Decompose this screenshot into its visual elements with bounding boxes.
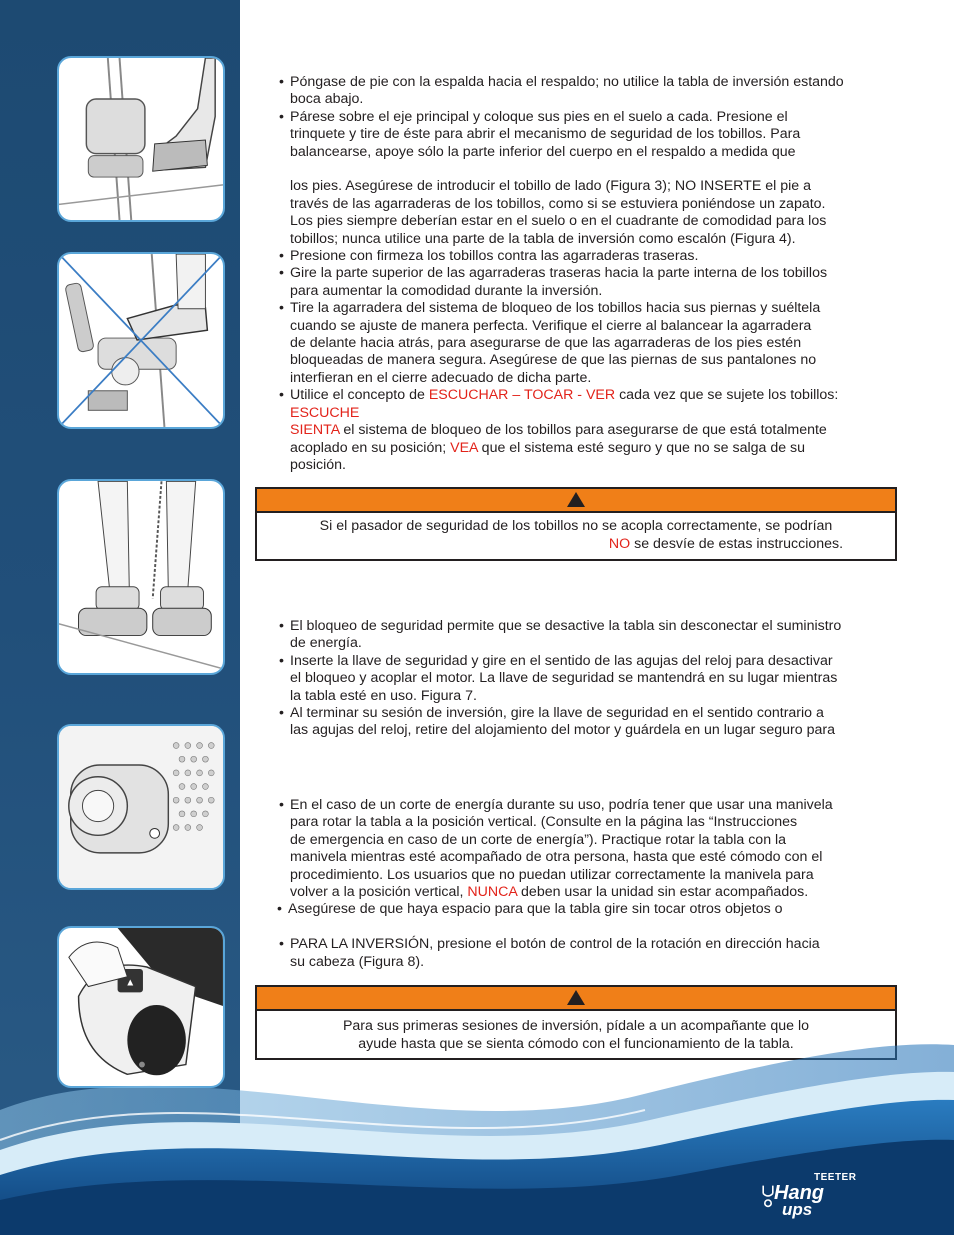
teeter-hang-ups-logo (760, 1172, 860, 1230)
list-item (279, 936, 904, 971)
bullet-text: PARA LA INVERSIÓN, presione el botón de control de la rotación en dirección hacia (290, 936, 820, 953)
bullet-text: El bloqueo de seguridad permite que se desactive la tabla sin desconectar el suministro (290, 618, 842, 634)
bullet-text: Tire la agarradera del sistema de bloqueo de los tobillos hacia sus piernas y suéltela (290, 300, 821, 317)
bullet-text: Inserte la llave de seguridad y gire en el sentido de las agujas del reloj para desactivar (290, 652, 833, 669)
bullet-text-cont: el bloqueo y acoplar el motor. La llave de seguridad se mantendrá en su lugar mientras (290, 670, 838, 687)
list-item (279, 387, 904, 474)
bullet-text-cont: de emergencia en caso de un corte de energía”). Practique rotar la tabla con la (290, 831, 787, 848)
figure-incorrect-step (57, 252, 225, 429)
bullet-text-cont: trinquete y tire de éste para abrir el mecanismo de seguridad de los tobillos. Para (290, 126, 801, 143)
bullet-text-cont: las agujas del reloj, retire del alojamiento del motor y guárdela en un lugar seguro para (290, 722, 835, 739)
list-item (279, 109, 904, 161)
svg-text:▲: ▲ (127, 977, 134, 987)
list-item (279, 653, 904, 705)
bullet: • (279, 936, 284, 953)
warning-triangle-icon (567, 492, 585, 507)
bullet: • (279, 248, 284, 265)
warning-line: Si el pasador de seguridad de los tobillos no se acopla correctamente, se podrían (319, 518, 833, 534)
bullet-text: Al terminar su sesión de inversión, gire la llave de seguridad en el sentido contrario a (290, 705, 824, 722)
figure-incorrect-step-drawing (59, 254, 223, 427)
logo-teeter: TEETER (814, 1172, 857, 1183)
bullet-text-cont: bloqueadas de manera segura. Asegúrese de que las piernas de sus pantalones no (290, 352, 817, 369)
bullet: • (279, 74, 284, 90)
figure-ankle-locked (57, 479, 225, 675)
warning-box-ankle (255, 487, 897, 561)
warning-line: ayude hasta que se sienta cómodo con el funcionamiento de la tabla. (358, 1036, 794, 1052)
bullet-text-cont: posición. (290, 456, 346, 473)
listen-label: ESCUCHE (290, 404, 360, 421)
bullet: • (279, 618, 284, 634)
bullet: • (277, 901, 282, 918)
bullet-text: Utilice el concepto de (290, 387, 429, 404)
list-item (279, 248, 904, 265)
bullet: • (279, 387, 284, 404)
bullet-text: Párese sobre el eje principal y coloque sus pies en el suelo a cada. Presione el (290, 108, 788, 125)
figure-ankle-entry-drawing (59, 58, 223, 220)
bullet: • (279, 108, 284, 125)
figure-ankle-entry (57, 56, 225, 222)
bullet-text-cont: deben usar la unidad sin estar acompañados. (517, 884, 809, 901)
bullet-text-cont: de delante hacia atrás, para asegurarse de que las agarraderas de los pies estén (290, 335, 802, 352)
bullet-text: Asegúrese de que haya espacio para que la tabla gire sin tocar otros objetos o (288, 901, 783, 918)
warning-text (257, 513, 895, 557)
bullet: • (279, 265, 284, 282)
bullet-text-cont: su cabeza (Figura 8). (290, 953, 425, 970)
section-safety-lock (279, 618, 904, 740)
paragraph-feet (279, 178, 904, 248)
bullet-text-cont: cuando se ajuste de manera perfecta. Verifique el cierre al balancear la agarradera (290, 317, 812, 334)
bullet-text-cont: procedimiento. Los usuarios que no puedan utilizar correctamente la manivela para (290, 866, 814, 883)
warning-line: se desvíe de estas instrucciones. (630, 536, 844, 552)
warning-line: Para sus primeras sesiones de inversión, pídale a un acompañante que lo (342, 1018, 810, 1034)
bullet-text-cont: boca abajo. (290, 91, 364, 108)
bullet-text-cont: que el sistema esté seguro y que no se salga de su (477, 439, 806, 456)
feel-text: el sistema de bloqueo de los tobillos para asegurarse de que está totalmente (339, 422, 827, 439)
warning-header (257, 489, 895, 513)
logo-figure-icon (760, 1184, 776, 1208)
bullet: • (279, 705, 284, 722)
list-item (279, 618, 904, 653)
bullet-text-cont: la tabla esté en uso. Figura 7. (290, 687, 477, 704)
figure-ankle-locked-drawing (59, 481, 223, 673)
bullet-text-cont: interfieran en el cierre adecuado de dicha parte. (290, 369, 592, 386)
paragraph-line: través de las agarraderas de los tobillos, como si se estuviera poniéndose un zapato. (290, 195, 826, 212)
bullet-text-cont: balancearse, apoye sólo la parte inferior del cuerpo en el respaldo a medida que (290, 143, 796, 160)
paragraph-line: tobillos; nunca utilice una parte de la tabla de inversión como escalón (Figura 4). (290, 230, 796, 247)
bullet: • (279, 797, 284, 813)
paragraph-line: Los pies siempre deberían estar en el suelo o en el cuadrante de comodidad para los (290, 213, 827, 230)
section-ankle-instructions (279, 74, 904, 474)
logo-hang: Hang (774, 1182, 824, 1204)
bullet-text-cont: acoplado en su posición; (290, 439, 451, 456)
section-power-outage (279, 797, 904, 971)
list-item (279, 300, 904, 387)
warning-no: NO (608, 536, 631, 552)
logo-ups: ups (782, 1200, 813, 1219)
bullet-text-cont: de energía. (290, 635, 362, 652)
bullet-text: En el caso de un corte de energía durante su uso, podría tener que usar una manivela (290, 797, 833, 813)
bullet-text-cont: volver a la posición vertical, (290, 884, 468, 901)
list-item (279, 265, 904, 300)
figure-safety-lock-drawing (59, 726, 223, 888)
list-item (279, 74, 904, 109)
bullet: • (279, 652, 284, 669)
bullet-text: Gire la parte superior de las agarraderas traseras hacia la parte interna de los tobillos (290, 265, 828, 282)
never-label: NUNCA (467, 884, 518, 901)
see-label: VEA (450, 439, 478, 456)
bullet-text: Póngase de pie con la espalda hacia el respaldo; no utilice la tabla de inversión estando (290, 74, 844, 90)
bullet-text-cont: manivela mientras esté acompañado de otra persona, hasta que esté cómodo con el (290, 849, 823, 866)
list-item (279, 705, 904, 740)
bullet-text: cada vez que se sujete los tobillos: (615, 387, 839, 404)
bullet-text-cont: para rotar la tabla a la posición vertical. (Consulte en la página las “Instrucciones (290, 814, 798, 831)
bullet: • (279, 300, 284, 317)
figure-safety-lock (57, 724, 225, 890)
listen-touch-see-highlight: ESCUCHAR – TOCAR - VER (428, 387, 616, 404)
list-item (277, 901, 904, 918)
bullet-text-cont: para aumentar la comodidad durante la inversión. (290, 282, 603, 299)
bullet-text: Presione con firmeza los tobillos contra las agarraderas traseras. (290, 248, 699, 265)
list-item (279, 797, 904, 901)
paragraph-line: los pies. Asegúrese de introducir el tobillo de lado (Figura 3); NO INSERTE el pie a (290, 178, 811, 195)
feel-label: SIENTA (290, 422, 340, 439)
